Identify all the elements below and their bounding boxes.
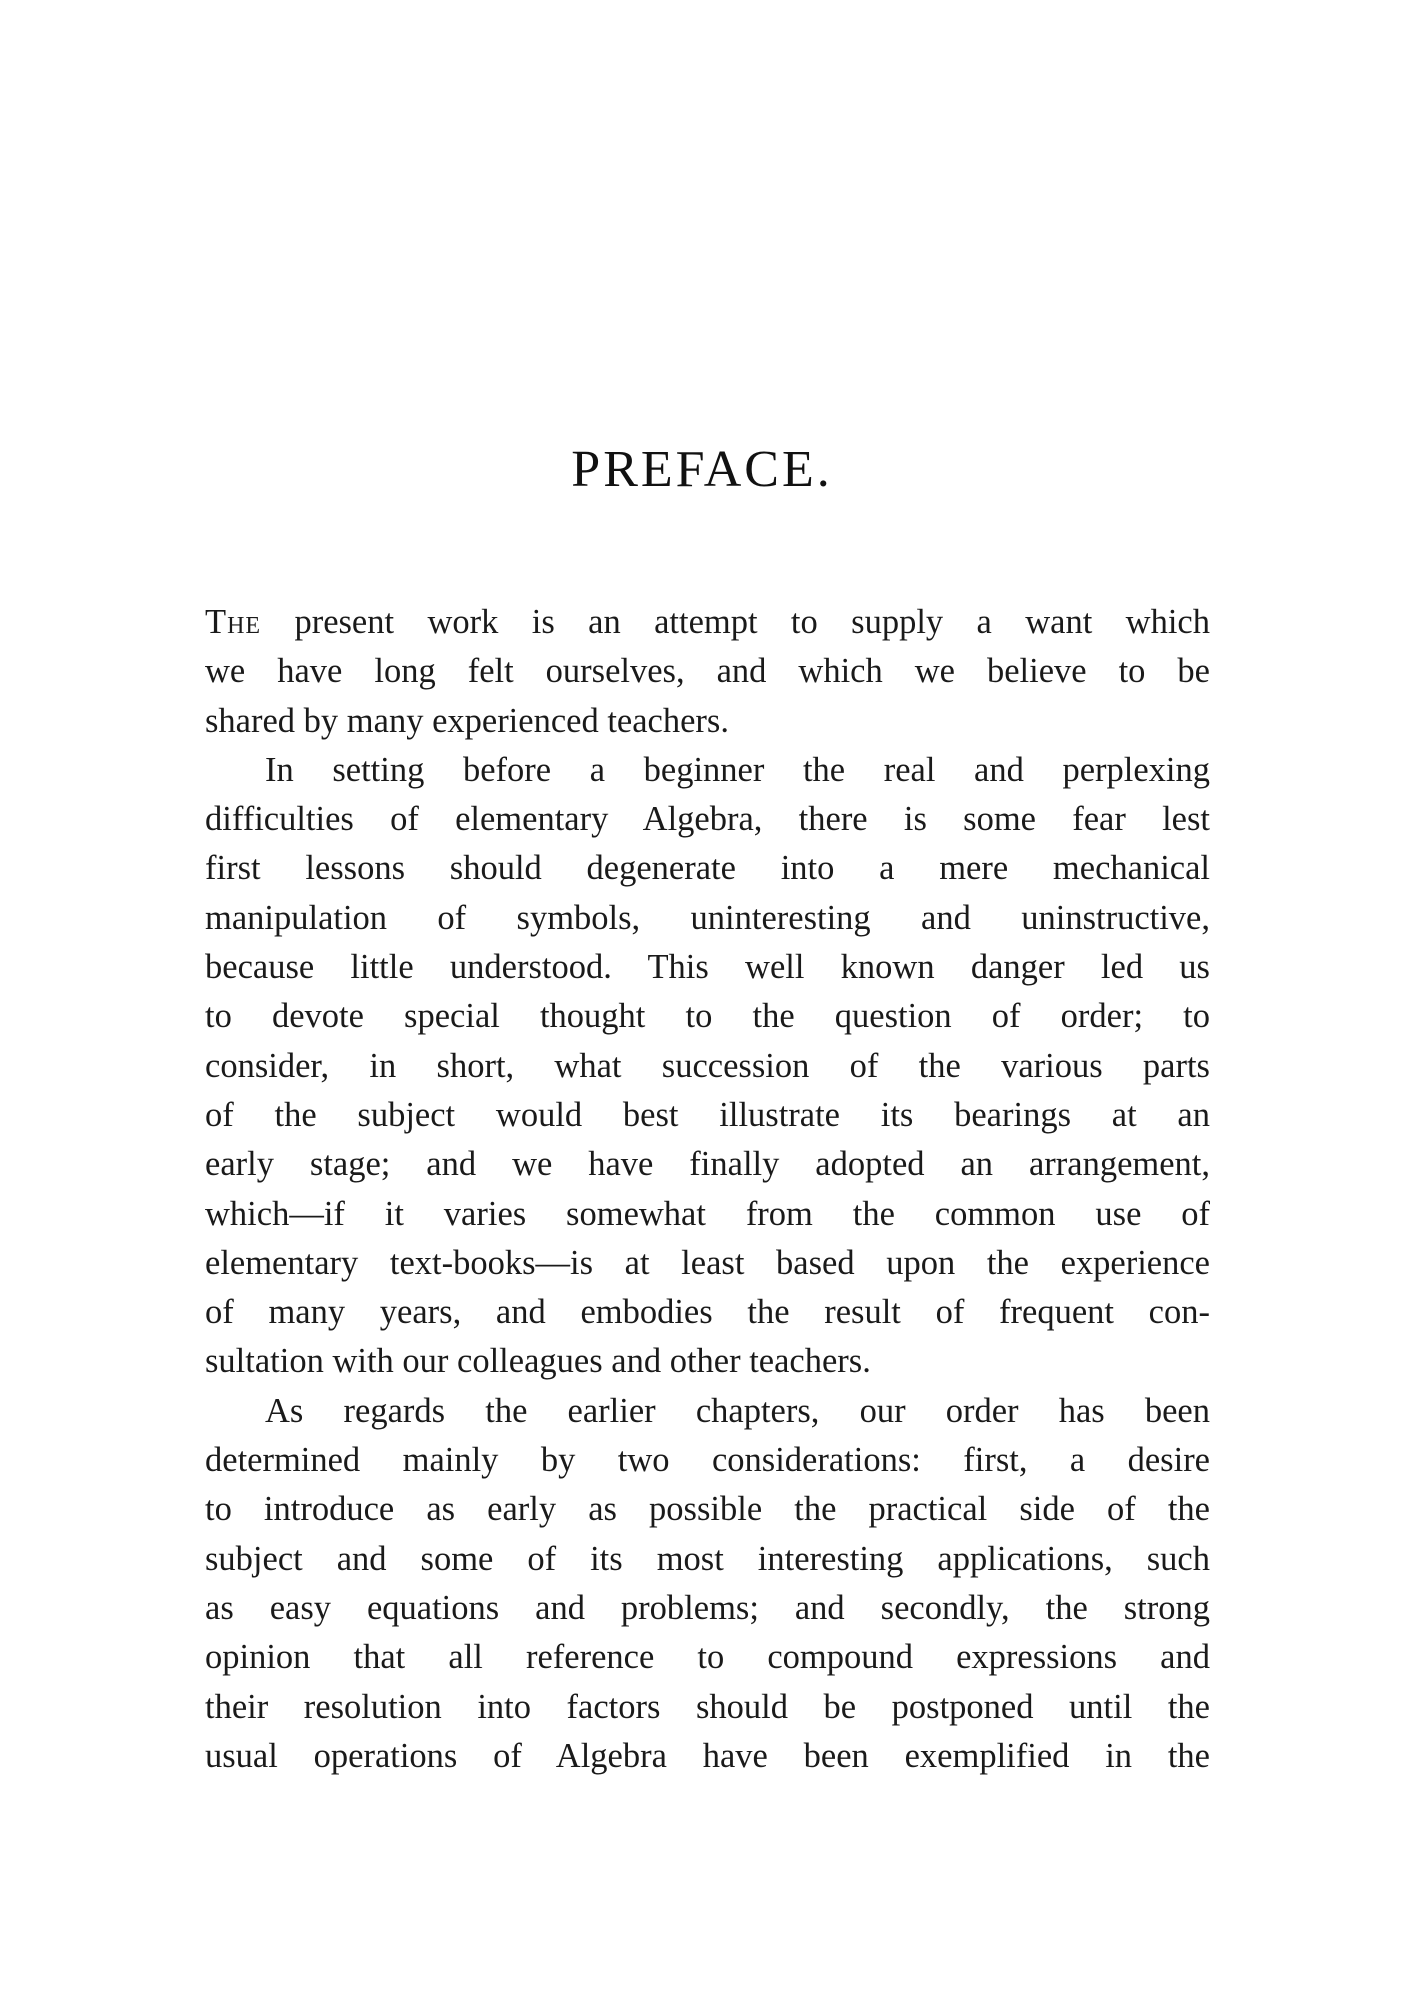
- text-line: In setting before a beginner the real and perplexing: [265, 750, 1210, 789]
- text-line: elementary text-books—is at least based upon the experience: [205, 1243, 1210, 1282]
- text-line: sultation with our colleagues and other teachers.: [205, 1342, 871, 1381]
- text-line: shared by many experienced teachers.: [205, 701, 729, 740]
- text-line: usual operations of Algebra have been exemplified in the: [205, 1736, 1210, 1775]
- text-line: which—if it varies somewhat from the common use of: [205, 1194, 1210, 1233]
- text-line: [205, 598, 1210, 647]
- text-line: determined mainly by two considerations: first, a desire: [205, 1441, 1210, 1480]
- text-line: their resolution into factors should be postponed until the: [205, 1687, 1210, 1726]
- text-line: as easy equations and problems; and secondly, the strong: [205, 1588, 1210, 1627]
- text-line: manipulation of symbols, uninteresting and uninstructive,: [205, 898, 1210, 937]
- text-line: of many years, and embodies the result of frequent con-: [205, 1293, 1210, 1332]
- text-line: to devote special thought to the question of order; to: [205, 997, 1210, 1036]
- text-line: early stage; and we have finally adopted an arrangement,: [205, 1145, 1210, 1184]
- text-line: of the subject would best illustrate its bearings at an: [205, 1095, 1210, 1134]
- text-line: to introduce as early as possible the practical side of the: [205, 1490, 1210, 1529]
- text-line: subject and some of its most interesting applications, such: [205, 1539, 1210, 1578]
- text-line: As regards the earlier chapters, our order has been: [265, 1391, 1210, 1430]
- text-line: opinion that all reference to compound expressions and: [205, 1638, 1210, 1677]
- line-text: present work is an attempt to supply a want which: [261, 603, 1210, 641]
- preface-body: [205, 598, 1210, 1781]
- text-line: first lessons should degenerate into a mere mechanical: [205, 849, 1210, 888]
- text-line: because little understood. This well known danger led us: [205, 948, 1210, 987]
- lead-word: The: [205, 603, 262, 641]
- page-title: PREFACE.: [571, 441, 833, 498]
- text-line: consider, in short, what succession of the various parts: [205, 1046, 1210, 1085]
- text-line: difficulties of elementary Algebra, there is some fear lest: [205, 800, 1210, 839]
- text-line: we have long felt ourselves, and which we believe to be: [205, 652, 1210, 691]
